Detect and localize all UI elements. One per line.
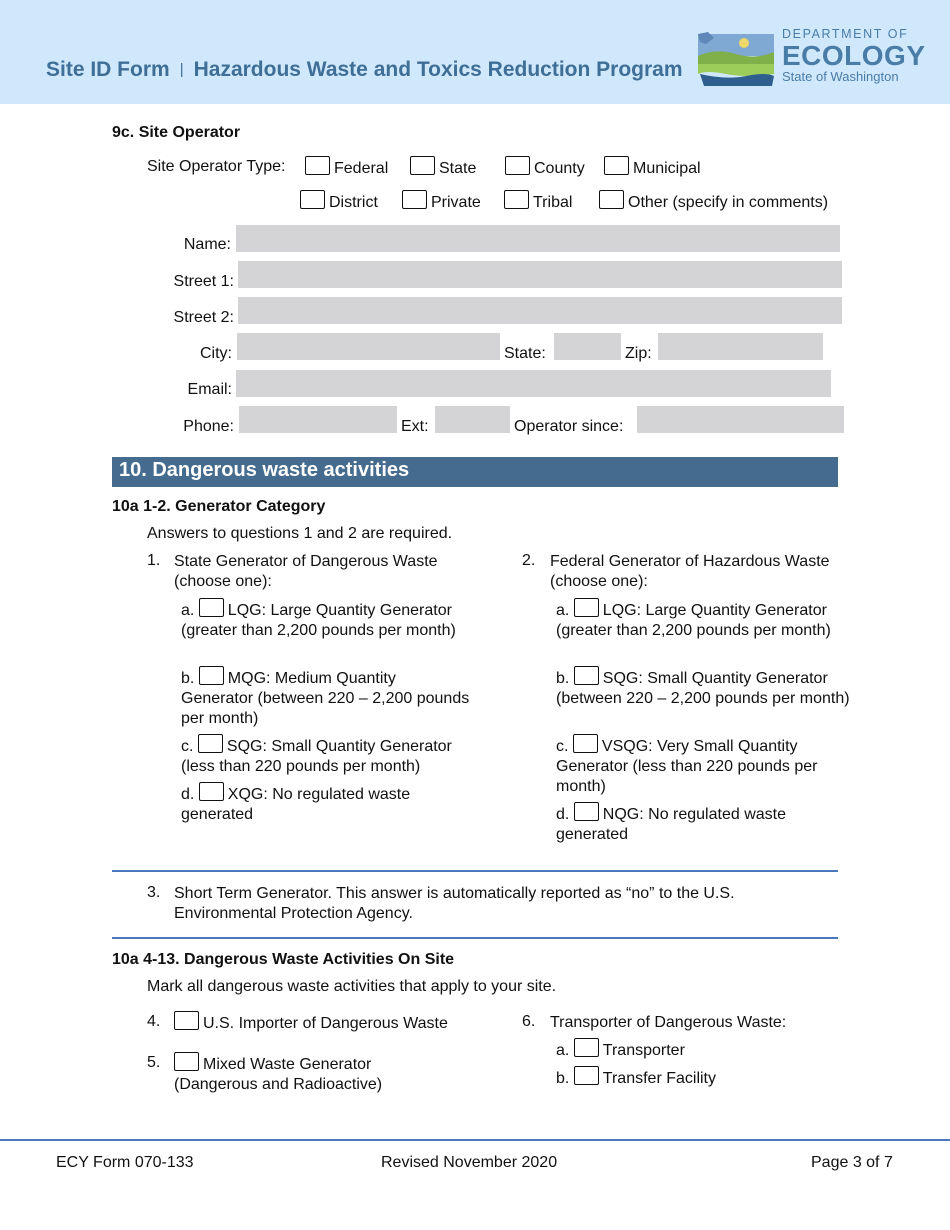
ecology-logo [696, 26, 926, 90]
checkbox-county[interactable] [505, 156, 530, 175]
operator-since-label: Operator since: [514, 418, 624, 435]
name-label: Name: [183, 236, 231, 253]
q3-text: Short Term Generator. This answer is automatically reported as “no” to the U.S. Environmental Protection Agency. [174, 885, 735, 922]
checkbox-q1-a[interactable] [199, 598, 224, 617]
checkbox-private[interactable] [402, 190, 427, 209]
activities-heading: 10a 4-13. Dangerous Waste Activities On Site [112, 951, 455, 968]
option-letter: b. [556, 670, 570, 687]
phone-input[interactable] [239, 406, 397, 433]
q1-option-a[interactable] [181, 598, 481, 641]
option-letter: a. [556, 1042, 570, 1059]
zip-input[interactable] [658, 333, 823, 360]
q1-option-c[interactable] [181, 734, 481, 777]
operator-type-label: Site Operator Type: [147, 158, 286, 175]
option-letter: c. [181, 738, 194, 755]
street1-input[interactable] [238, 261, 842, 288]
street1-label: Street 1: [173, 273, 234, 290]
q1-number: 1. [147, 552, 161, 569]
checkbox-state[interactable] [410, 156, 435, 175]
option-text: Transfer Facility [602, 1070, 716, 1087]
q6-text: Transporter of Dangerous Waste: [550, 1014, 787, 1031]
option-text: NQG: No regulated waste generated [556, 806, 786, 843]
logo-state: State of Washington [782, 69, 899, 84]
divider-rule [112, 870, 838, 872]
operator-type-county[interactable] [505, 156, 585, 178]
checkbox-q2-a[interactable] [574, 598, 599, 617]
option-text: LQG: Large Quantity Generator (greater than 2,200 pounds per month) [556, 602, 831, 639]
checkbox-q6-a[interactable] [574, 1038, 599, 1057]
checkbox-q2-c[interactable] [573, 734, 598, 753]
logo-ecology: ECOLOGY [782, 40, 926, 71]
divider-rule [112, 937, 838, 939]
option-letter: d. [556, 806, 570, 823]
operator-type-municipal[interactable] [604, 156, 701, 178]
city-input[interactable] [237, 333, 500, 360]
zip-label: Zip: [625, 345, 652, 362]
generator-category-heading: 10a 1-2. Generator Category [112, 498, 326, 515]
section-10-title: 10. Dangerous waste activities [112, 457, 838, 487]
checkbox-other[interactable] [599, 190, 624, 209]
q1-option-b[interactable] [181, 666, 471, 729]
site-operator-heading: 9c. Site Operator [112, 124, 241, 141]
footer-revised: Revised November 2020 [381, 1154, 558, 1171]
q4-text: U.S. Importer of Dangerous Waste [203, 1015, 448, 1032]
email-label: Email: [187, 381, 232, 398]
q2-option-b[interactable] [556, 666, 856, 709]
label-municipal: Municipal [633, 160, 701, 177]
header-separator: | [179, 61, 184, 78]
label-district: District [329, 194, 378, 211]
label-federal: Federal [334, 160, 389, 177]
checkbox-q2-b[interactable] [574, 666, 599, 685]
checkbox-district[interactable] [300, 190, 325, 209]
email-input[interactable] [236, 370, 831, 397]
q1-option-d[interactable] [181, 782, 451, 825]
city-label: City: [200, 345, 232, 362]
street2-label: Street 2: [173, 309, 234, 326]
label-state: State [439, 160, 477, 177]
option-text: LQG: Large Quantity Generator (greater than 2,200 pounds per month) [181, 602, 456, 639]
label-tribal: Tribal [533, 194, 573, 211]
checkbox-tribal[interactable] [504, 190, 529, 209]
q2-text: Federal Generator of Hazardous Waste (choose one): [550, 553, 830, 590]
program-name: Hazardous Waste and Toxics Reduction Program [193, 58, 683, 81]
checkbox-q1-d[interactable] [199, 782, 224, 801]
checkbox-q6-b[interactable] [574, 1066, 599, 1085]
q5-number: 5. [147, 1054, 161, 1071]
q1-text: State Generator of Dangerous Waste (choose one): [174, 553, 438, 590]
q2-number: 2. [522, 552, 536, 569]
checkbox-q1-c[interactable] [198, 734, 223, 753]
page-header [0, 0, 950, 104]
option-letter: a. [556, 602, 570, 619]
q2-option-c[interactable] [556, 734, 856, 797]
operator-type-state[interactable] [410, 156, 476, 178]
operator-type-district[interactable] [300, 190, 378, 212]
option-letter: c. [556, 738, 569, 755]
checkbox-q2-d[interactable] [574, 802, 599, 821]
street2-input[interactable] [238, 297, 842, 324]
option-text: VSQG: Very Small Quantity Generator (less than 220 pounds per month) [556, 738, 818, 795]
operator-type-other[interactable] [599, 190, 828, 212]
label-other: Other (specify in comments) [628, 194, 829, 211]
q2-option-d[interactable] [556, 802, 826, 845]
option-text: XQG: No regulated waste generated [181, 786, 411, 823]
checkbox-federal[interactable] [305, 156, 330, 175]
generator-category-note: Answers to questions 1 and 2 are required. [147, 525, 453, 542]
option-letter: b. [181, 670, 195, 687]
label-county: County [534, 160, 585, 177]
phone-label: Phone: [183, 418, 234, 435]
logo-department: DEPARTMENT OF [782, 27, 909, 41]
checkbox-q5[interactable] [174, 1052, 199, 1071]
option-text: Transporter [602, 1042, 685, 1059]
operator-type-tribal[interactable] [504, 190, 572, 212]
washington-state-logo-icon [696, 30, 776, 88]
q3-number: 3. [147, 884, 161, 901]
ext-label: Ext: [401, 418, 429, 435]
q4-number: 4. [147, 1013, 161, 1030]
operator-type-private[interactable] [402, 190, 481, 212]
operator-type-federal[interactable] [305, 156, 388, 178]
checkbox-q1-b[interactable] [199, 666, 224, 685]
footer-page: Page 3 of 7 [811, 1154, 893, 1171]
q5-item[interactable] [174, 1052, 414, 1095]
option-text: SQG: Small Quantity Generator (between 220 – 2,200 pounds per month) [556, 670, 850, 707]
activities-note: Mark all dangerous waste activities that apply to your site. [147, 978, 557, 995]
q6-option-b[interactable] [556, 1066, 836, 1089]
form-name: Site ID Form [46, 58, 170, 81]
operator-since-input[interactable] [637, 406, 844, 433]
ext-input[interactable] [435, 406, 510, 433]
name-input[interactable] [236, 225, 840, 252]
q5-text: Mixed Waste Generator (Dangerous and Radioactive) [174, 1056, 383, 1093]
option-letter: b. [556, 1070, 570, 1087]
option-letter: d. [181, 786, 195, 803]
q4-item[interactable] [174, 1011, 494, 1034]
option-letter: a. [181, 602, 195, 619]
q6-number: 6. [522, 1013, 536, 1030]
footer-rule [0, 1139, 950, 1141]
header-title [46, 58, 683, 82]
checkbox-q4[interactable] [174, 1011, 199, 1030]
q6-option-a[interactable] [556, 1038, 836, 1061]
footer-form-number: ECY Form 070-133 [56, 1154, 194, 1171]
option-text: MQG: Medium Quantity Generator (between 220 – 2,200 pounds per month) [181, 670, 470, 727]
label-private: Private [431, 194, 481, 211]
q2-option-a[interactable] [556, 598, 856, 641]
checkbox-municipal[interactable] [604, 156, 629, 175]
option-text: SQG: Small Quantity Generator (less than 220 pounds per month) [181, 738, 452, 775]
state-label: State: [504, 345, 546, 362]
state-input[interactable] [554, 333, 621, 360]
